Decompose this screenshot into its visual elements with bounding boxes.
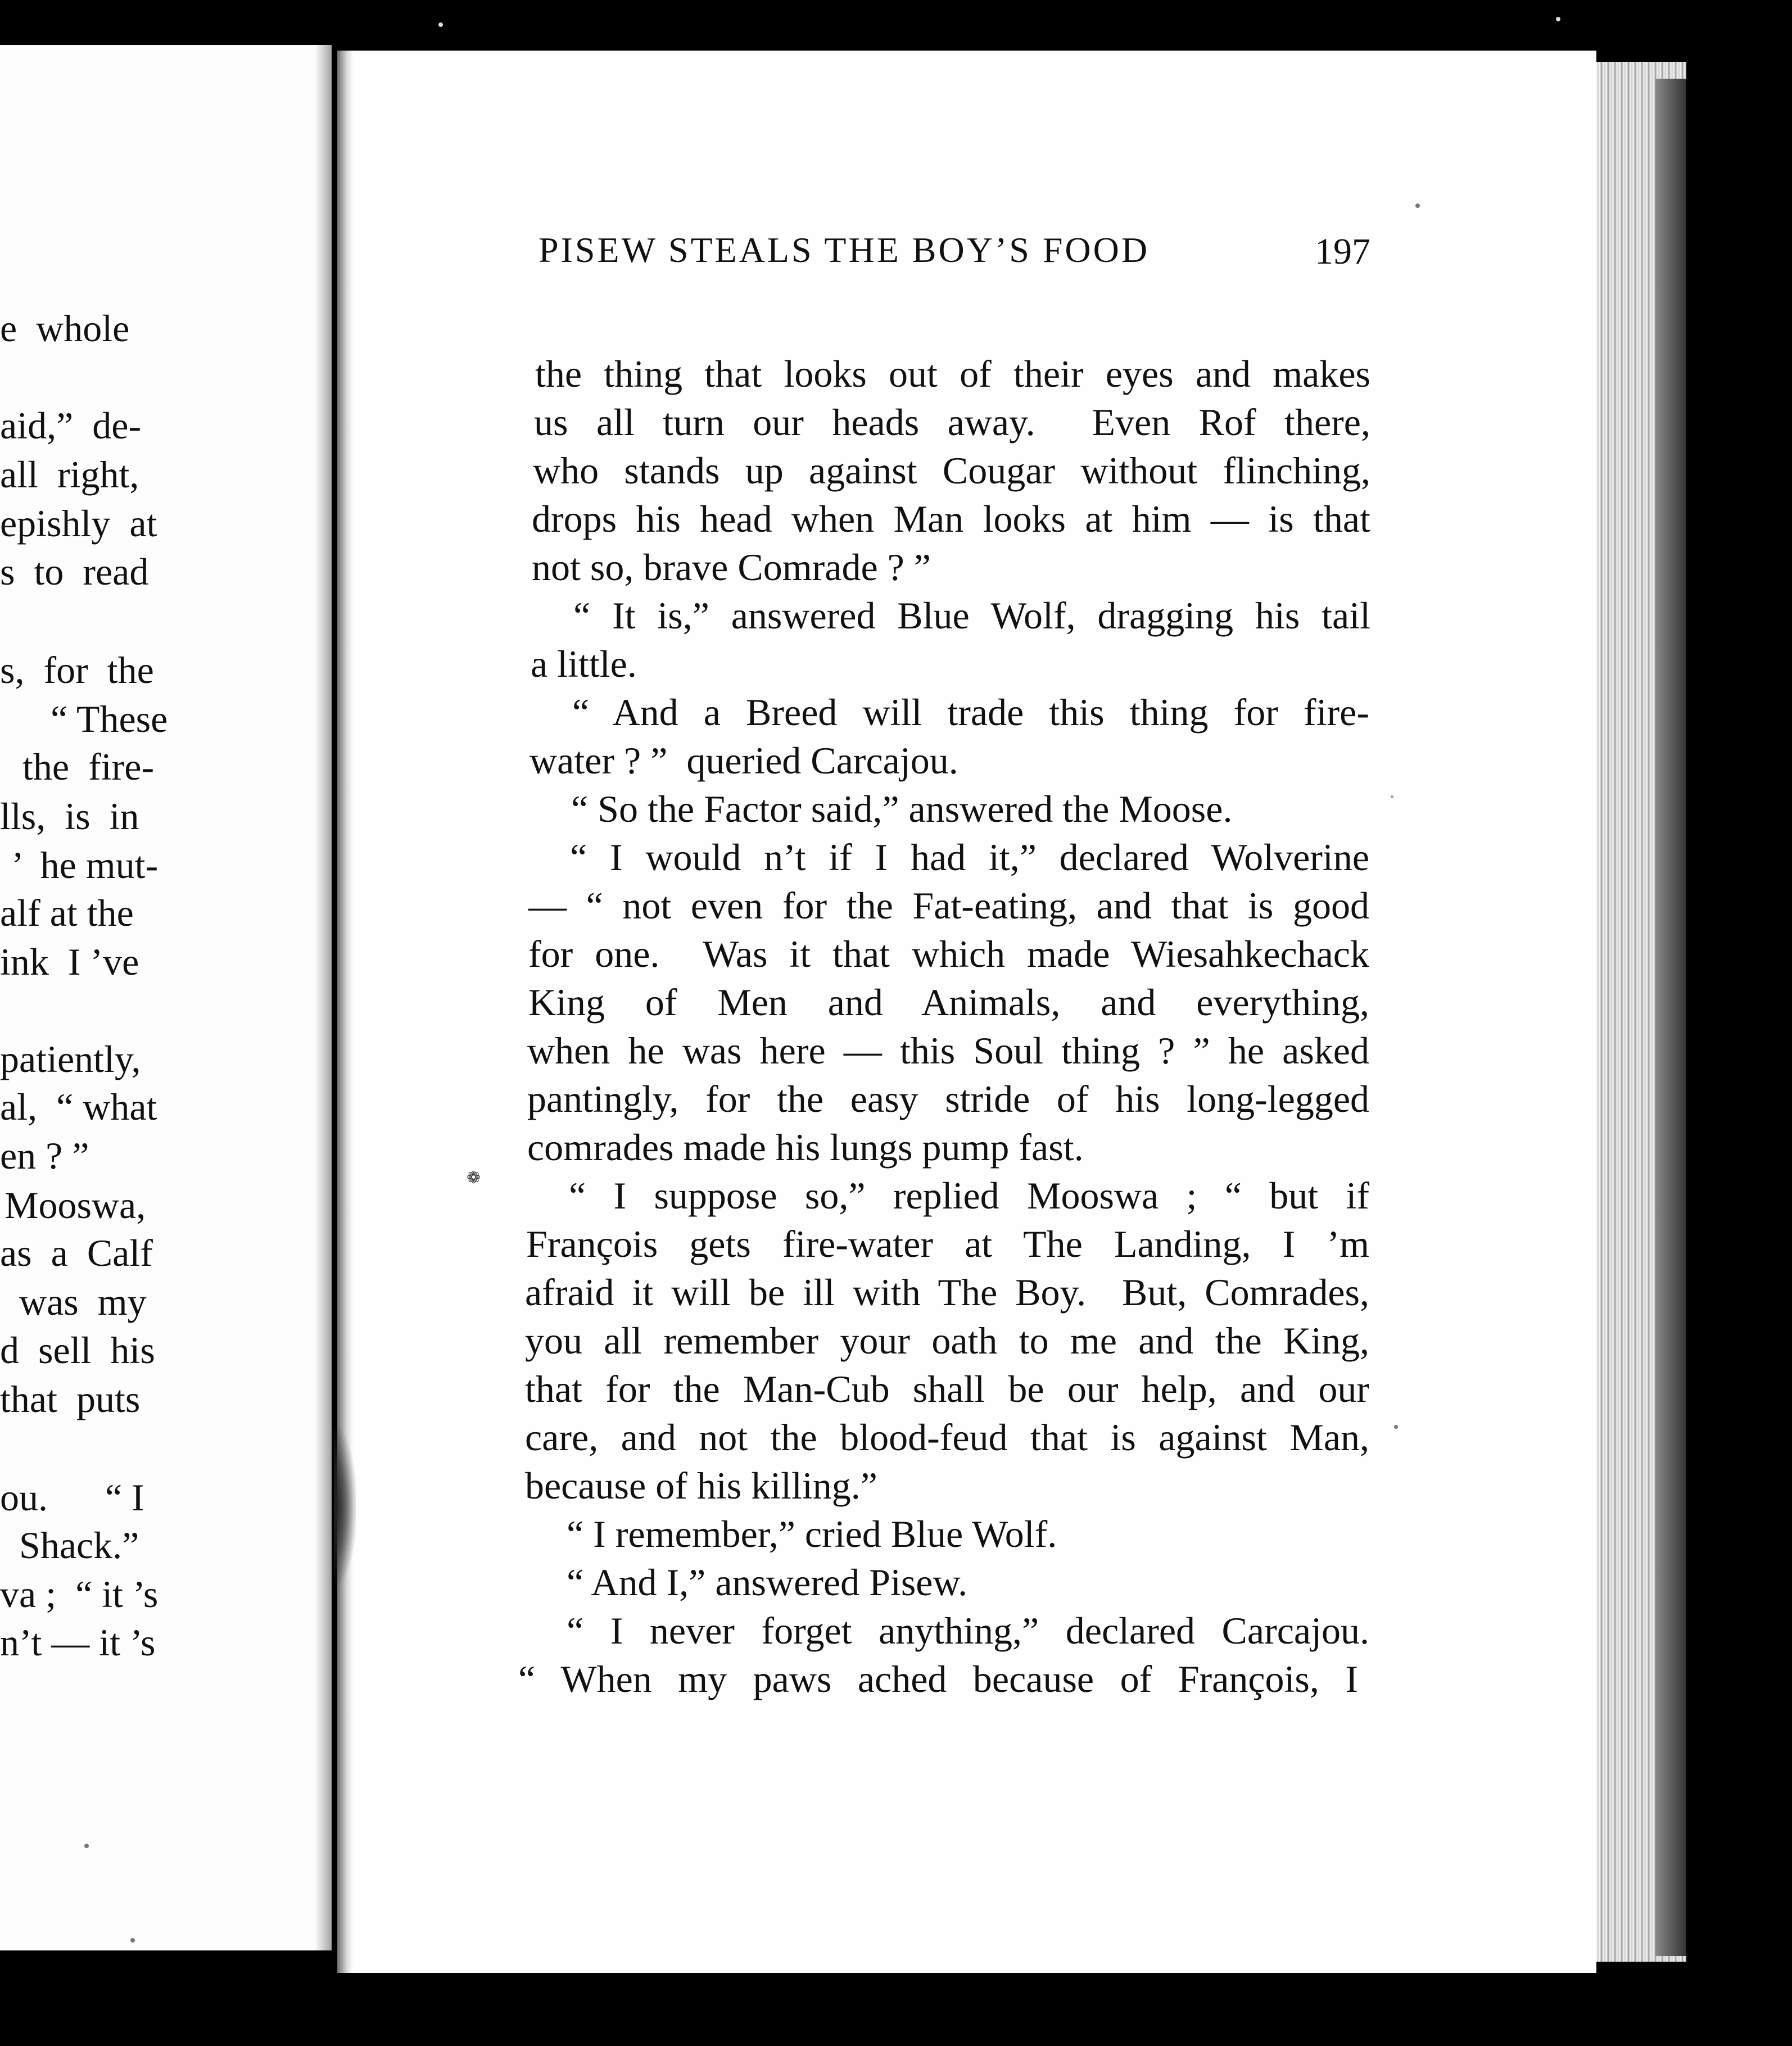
left-line: all right, [0,453,139,496]
scan-speck [1556,17,1560,21]
ornament-mark: ❁ [467,1168,481,1188]
left-page [0,45,332,1950]
paper-speck [130,1938,135,1943]
running-title: PISEW STEALS THE BOY’S FOOD [538,230,1150,270]
text-line: comrades made his lungs pump fast. [527,1126,1084,1169]
left-line: as a Calf [0,1232,153,1274]
text-line: water ? ” queried Carcajou. [530,739,958,782]
left-line: that puts [0,1378,141,1420]
text-line: care, and not the blood-feud that is against Man, [525,1416,1369,1459]
text-line: “ And a Breed will trade this thing for fire- [572,691,1369,734]
left-line: epishly at [0,502,157,545]
left-line: e whole [0,307,130,350]
scan-speck [438,22,443,27]
text-line: the thing that looks out of their eyes and makes [535,352,1370,395]
left-line: aid,” de- [0,404,142,447]
left-line: s, for the [0,649,154,691]
text-line: pantingly, for the easy stride of his long-legged [527,1078,1369,1120]
text-line: “ I would n’t if I had it,” declared Wolverine [570,836,1369,879]
text-line: “ I never forget anything,” declared Carcajou. [567,1609,1369,1652]
text-line: a little. [531,642,637,685]
text-line: King of Men and Animals, and everything, [528,981,1369,1024]
left-line: ou. “ I [0,1476,144,1519]
left-line: “ These [51,698,168,740]
left-page-text [0,45,332,1950]
text-line: “ And I,” answered Pisew. [567,1561,968,1604]
text-line: because of his killing.” [525,1464,877,1507]
left-line: s to read [0,550,149,593]
text-line: François gets fire-water at The Landing, I ’m [526,1223,1369,1265]
left-line: Mooswa, [4,1184,146,1226]
text-line: not so, brave Comrade ? ” [532,546,931,589]
text-line: us all turn our heads away. Even Rof there, [534,401,1370,443]
left-line: ’ he mut- [11,844,159,886]
left-line: lls, is in [0,795,139,838]
paper-speck [1415,203,1420,208]
body-text [337,51,1596,1973]
left-line: n’t — it ’s [0,1621,156,1664]
left-gutter-shadow [315,45,332,1950]
left-line: Shack.” [0,1524,139,1567]
text-line: drops his head when Man looks at him — is that [532,497,1370,540]
left-line: d sell his [0,1329,155,1371]
page-number: 197 [1315,231,1370,272]
left-line: ink I ’ve [0,940,139,983]
left-line: al, “ what [0,1085,157,1128]
left-line: en ? ” [0,1134,89,1177]
left-line: was my [0,1280,147,1323]
paper-speck [84,1844,89,1848]
text-line: when he was here — this Soul thing ? ” he asked [527,1029,1369,1072]
text-line: “ So the Factor said,” answered the Moose. [571,787,1233,830]
text-line: “ I remember,” cried Blue Wolf. [567,1513,1057,1555]
left-line: va ; “ it ’s [0,1573,159,1615]
text-line: who stands up against Cougar without flinching, [533,449,1370,492]
text-line: afraid it will be ill with The Boy. But, Comrades, [525,1271,1369,1314]
left-line: patiently, [0,1038,141,1080]
text-line: “ I suppose so,” replied Mooswa ; “ but if [569,1174,1369,1217]
text-line: for one. Was it that which made Wiesahkechack [528,933,1369,975]
left-line: the fire- [22,745,155,788]
text-line: “ When my paws ached because of François, I [518,1658,1358,1700]
page-content [337,51,1596,1973]
left-line: alf at the [0,891,134,934]
text-line: you all remember your oath to me and the King, [525,1319,1369,1362]
text-line: — “ not even for the Fat-eating, and that is good [528,884,1369,927]
page-stack-shadow [1655,79,1686,1956]
text-line: “ It is,” answered Blue Wolf, dragging his tail [573,594,1370,637]
paper-speck [1394,1425,1398,1429]
right-page [337,51,1596,1973]
paper-speck [1391,795,1393,798]
text-line: that for the Man-Cub shall be our help, and our [525,1368,1369,1410]
